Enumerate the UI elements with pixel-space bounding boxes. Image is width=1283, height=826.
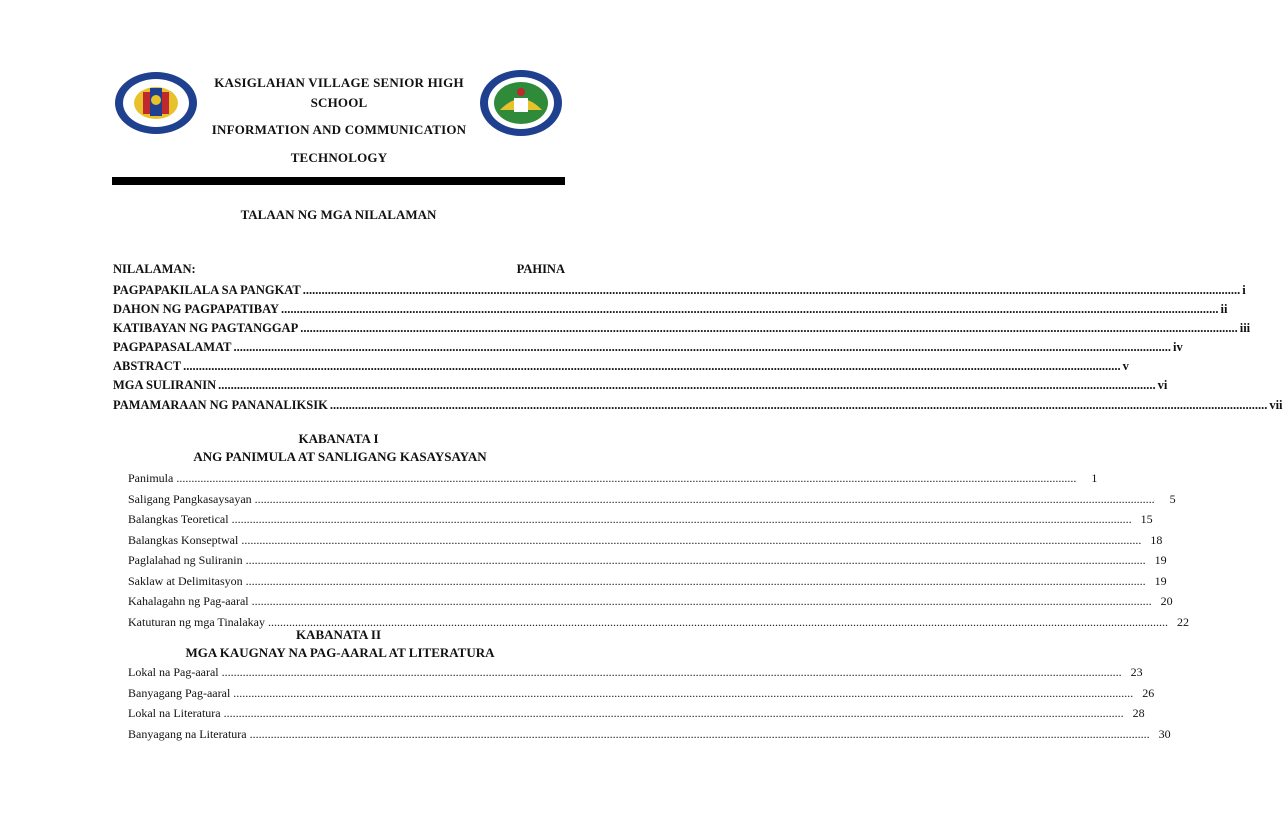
toc-leader-dots: ............................................................................................................................................................................................................................................................................................................ (280, 302, 1219, 316)
toc-entry (128, 532, 1163, 548)
header-divider (112, 177, 565, 185)
toc-entry-page: vi (1157, 378, 1168, 392)
toc-entry-label: PAGPAPASALAMAT (113, 340, 232, 354)
toc-leader-dots: ............................................................................................................................................................................................................................................................................................................ (329, 398, 1268, 412)
toc-entry-page: iv (1173, 340, 1183, 354)
toc-entry-label: KATIBAYAN NG PAGTANGGAP (113, 321, 299, 335)
toc-entry-label: Saligang Pangkasaysayan (128, 491, 252, 506)
toc-leader-dots: ............................................................................................................................................................................................................................................................................................................ (245, 573, 1146, 588)
toc-entry (128, 553, 1167, 568)
toc-entry-page: 30 (1158, 726, 1171, 741)
toc-leader-dots: ............................................................................................................................................................................................................................................................................................................ (245, 553, 1146, 567)
toc-entry-label: PAGPAPAKILALA SA PANGKAT (113, 283, 301, 297)
toc-entry-label: Banyagang Pag-aaral (128, 685, 231, 700)
toc-entry-page: ii (1220, 302, 1228, 316)
toc-entry-page: 1 (1091, 471, 1098, 485)
toc-entry-page: 5 (1169, 491, 1176, 506)
toc-entry (128, 491, 1176, 507)
toc-leader-dots: ............................................................................................................................................................................................................................................................................................................ (223, 706, 1124, 720)
toc-entry-page: 23 (1130, 665, 1143, 679)
toc-entry-label: MGA SULIRANIN (113, 378, 217, 392)
toc-entry (113, 302, 1228, 317)
toc-entry-page: 26 (1142, 685, 1155, 700)
toc-entry-label: Banyagang na Literatura (128, 726, 247, 741)
school-name-line-2: SCHOOL (310, 95, 368, 110)
toc-entry (128, 665, 1143, 680)
toc-entry (128, 573, 1167, 589)
toc-leader-dots: ............................................................................................................................................................................................................................................................................................................ (302, 283, 1241, 297)
column-right-label: PAHINA (516, 262, 565, 276)
toc-entry-label: Lokal na Pag-aaral (128, 665, 219, 679)
toc-entry-page: i (1242, 283, 1246, 297)
toc-leader-dots: ............................................................................................................................................................................................................................................................................................................ (241, 532, 1142, 547)
toc-entry-label: DAHON NG PAGPAPATIBAY (113, 302, 279, 316)
strand-line-2: TECHNOLOGY (290, 150, 388, 165)
toc-entry-label: PAMAMARAAN NG PANANALIKSIK (113, 398, 328, 412)
school-seal-logo (478, 68, 564, 138)
toc-entry-page: iii (1239, 321, 1251, 335)
toc-entry (128, 685, 1155, 701)
chapter-number: KABANATA II (295, 627, 382, 642)
toc-leader-dots: ............................................................................................................................................................................................................................................................................................................ (300, 321, 1238, 335)
toc-entry-label: Lokal na Literatura (128, 706, 221, 720)
toc-entry (128, 512, 1153, 527)
toc-leader-dots: ............................................................................................................................................................................................................................................................................................................ (221, 665, 1122, 679)
toc-leader-dots: ............................................................................................................................................................................................................................................................................................................ (231, 512, 1132, 526)
toc-leader-dots: ............................................................................................................................................................................................................................................................................................................ (233, 685, 1134, 700)
toc-leader-dots: ............................................................................................................................................................................................................................................................................................................ (251, 594, 1152, 608)
toc-entry-page: 22 (1176, 614, 1189, 629)
toc-entry-page: 15 (1140, 512, 1153, 526)
toc-entry (128, 706, 1145, 721)
deped-seal-logo (113, 70, 199, 136)
toc-entry-label: Saklaw at Delimitasyon (128, 573, 243, 588)
school-name-line-1: KASIGLAHAN VILLAGE SENIOR HIGH (214, 75, 464, 90)
toc-leader-dots: ............................................................................................................................................................................................................................................................................................................ (267, 614, 1168, 629)
column-left-label: NILALAMAN: (113, 262, 196, 276)
toc-entry-label: ABSTRACT (113, 359, 182, 373)
chapter-number: KABANATA I (298, 431, 379, 446)
toc-entry (113, 398, 1283, 413)
toc-entry-label: Paglalahad ng Suliranin (128, 553, 243, 567)
toc-leader-dots: ............................................................................................................................................................................................................................................................................................................ (176, 471, 1077, 485)
toc-entry-label: Balangkas Konseptwal (128, 532, 239, 547)
toc-entry-page: 19 (1154, 553, 1167, 567)
chapter-title: MGA KAUGNAY NA PAG-AARAL AT LITERATURA (185, 645, 495, 660)
strand-line-1: INFORMATION AND COMMUNICATION (211, 122, 467, 137)
toc-entry (113, 340, 1183, 355)
toc-entry-label: Kahalagahn ng Pag-aaral (128, 594, 249, 608)
toc-entry (128, 726, 1171, 742)
toc-leader-dots: ............................................................................................................................................................................................................................................................................................................ (233, 340, 1172, 354)
toc-entry (128, 471, 1098, 486)
toc-entry (113, 283, 1246, 298)
toc-entry-label: Balangkas Teoretical (128, 512, 229, 526)
toc-entry-page: 19 (1154, 573, 1167, 588)
chapter-title: ANG PANIMULA AT SANLIGANG KASAYSAYAN (193, 449, 487, 464)
toc-leader-dots: ............................................................................................................................................................................................................................................................................................................ (218, 378, 1156, 392)
toc-entry-page: 18 (1150, 532, 1163, 547)
toc-entry-label: Panimula (128, 471, 174, 485)
toc-entry (113, 321, 1251, 336)
toc-entry (113, 378, 1168, 393)
page-title: TALAAN NG MGA NILALAMAN (240, 207, 437, 222)
toc-entry-page: 20 (1160, 594, 1173, 608)
toc-leader-dots: ............................................................................................................................................................................................................................................................................................................ (249, 726, 1150, 741)
toc-entry-page: v (1122, 359, 1129, 373)
toc-entry-page: vii (1269, 398, 1283, 412)
toc-entry-page: 28 (1132, 706, 1145, 720)
column-headers (113, 262, 565, 277)
toc-entry (128, 594, 1173, 609)
toc-entry (113, 359, 1129, 374)
toc-entry-label: Katuturan ng mga Tinalakay (128, 614, 265, 629)
toc-leader-dots: ............................................................................................................................................................................................................................................................................................................ (254, 491, 1155, 506)
toc-leader-dots: ............................................................................................................................................................................................................................................................................................................ (183, 359, 1121, 373)
